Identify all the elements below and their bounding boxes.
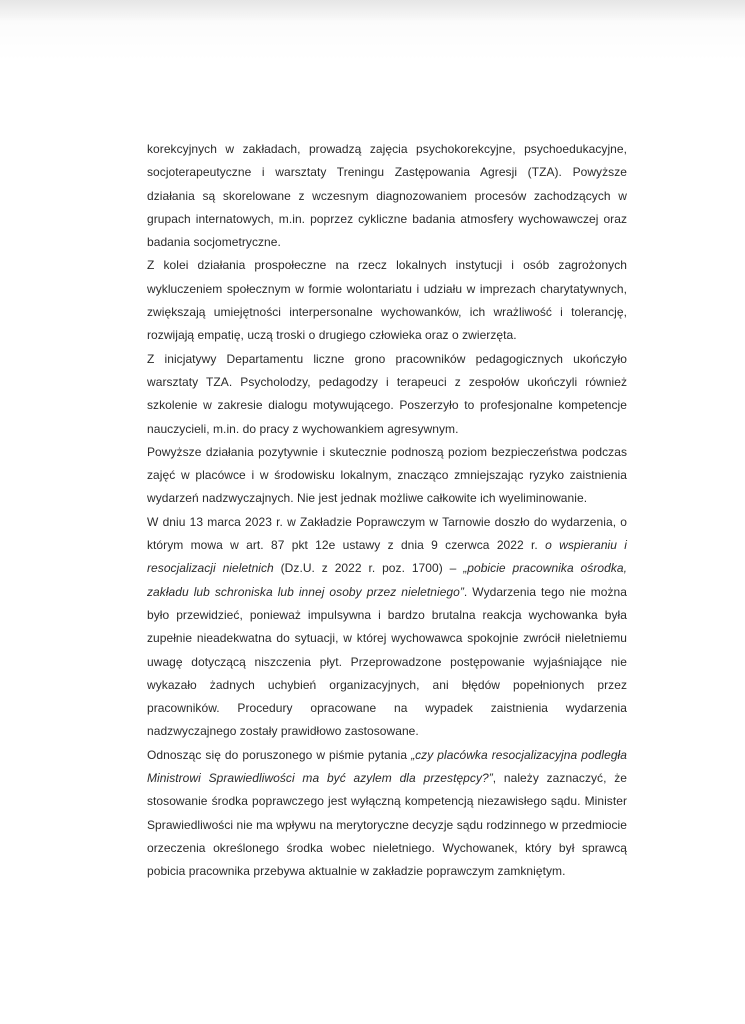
paragraph (147, 441, 627, 511)
text-segment: . Wydarzenia tego nie można było przewidzieć, ponieważ impulsywna i bardzo brutalna reakcja wychowanka była zupełnie nieadekwatna do sytuacji, w której wychowawca spokojnie zwrócił nieletniemu uwagę dotyczącą niszczenia płyt. Przeprowadzone postępowanie wyjaśniające nie wykazało żadnych uchybień organizacyjnych, ani błędów popełnionych przez pracowników. Procedury opracowane na wypadek zaistnienia wydarzenia nadzwyczajnego zostały prawidłowo zastosowane. (147, 584, 627, 739)
paragraph (147, 138, 627, 254)
text-segment: Odnosząc się do poruszonego w piśmie pytania (147, 747, 412, 762)
italic-quote: „czy placówka resocjalizacyjna podległa Ministrowi Sprawiedliwości ma być azylem dla przestępcy?” (147, 747, 627, 786)
text-segment: Powyższe działania pozytywnie i skutecznie podnoszą poziom bezpieczeństwa podczas zajęć w placówce i w środowisku lokalnym, znacząco zmniejszając ryzyko zaistnienia wydarzeń nadzwyczajnych. Nie jest jednak możliwe całkowite ich wyeliminowanie. (147, 444, 627, 506)
paragraph (147, 511, 627, 744)
text-segment: Z kolei działania prospołeczne na rzecz lokalnych instytucji i osób zagrożonych wykluczeniem społecznym w formie wolontariatu i udziału w imprezach charytatywnych, zwiększają umiejętności interpersonalne wychowanków, ich wrażliwość i tolerancję, rozwijają empatię, uczą troski o drugiego człowieka oraz o zwierzęta. (147, 258, 627, 343)
paragraph (147, 348, 627, 441)
text-segment: korekcyjnych w zakładach, prowadzą zajęcia psychokorekcyjne, psychoedukacyjne, socjoterapeutyczne i warsztaty Treningu Zastępowania Agresji (TZA). Powyższe działania są skorelowane z wczesnym diagnozowaniem procesów zachodzących w grupach internatowych, m.in. poprzez cykliczne badania atmosfery wychowawczej oraz badania socjometryczne. (147, 142, 627, 250)
paragraph (147, 744, 627, 884)
document-body (147, 138, 627, 884)
text-segment: (Dz.U. z 2022 r. poz. 1700) – (273, 561, 464, 576)
text-segment: W dniu 13 marca 2023 r. w Zakładzie Poprawczym w Tarnowie doszło do wydarzenia, o którym mowa w art. 87 pkt 12e ustawy z dnia 9 czerwca 2022 r. (147, 514, 627, 553)
italic-citation: o wspieraniu i resocjalizacji nieletnich (147, 538, 627, 576)
italic-quote: „pobicie pracownika ośrodka, zakładu lub schroniska lub innej osoby przez nieletniego” (147, 561, 627, 599)
text-segment: Z inicjatywy Departamentu liczne grono pracowników pedagogicznych ukończyło warsztaty TZA. Psycholodzy, pedagodzy i terapeuci z zespołów ukończyli również szkolenie w zakresie dialogu motywującego. Poszerzyło to profesjonalne kompetencje nauczycieli, m.in. do pracy z wychowankiem agresywnym. (147, 351, 627, 436)
text-segment: , należy zaznaczyć, że stosowanie środka poprawczego jest wyłączną kompetencją niezawisłego sądu. Minister Sprawiedliwości nie ma wpływu na merytoryczne decyzje sądu rodzinnego w przedmiocie orzeczenia określonego środka wobec nieletniego. Wychowanek, który był sprawcą pobicia pracownika przebywa aktualnie w zakładzie poprawczym zamkniętym. (147, 771, 627, 879)
scan-shadow (0, 0, 745, 22)
paragraph (147, 254, 627, 347)
